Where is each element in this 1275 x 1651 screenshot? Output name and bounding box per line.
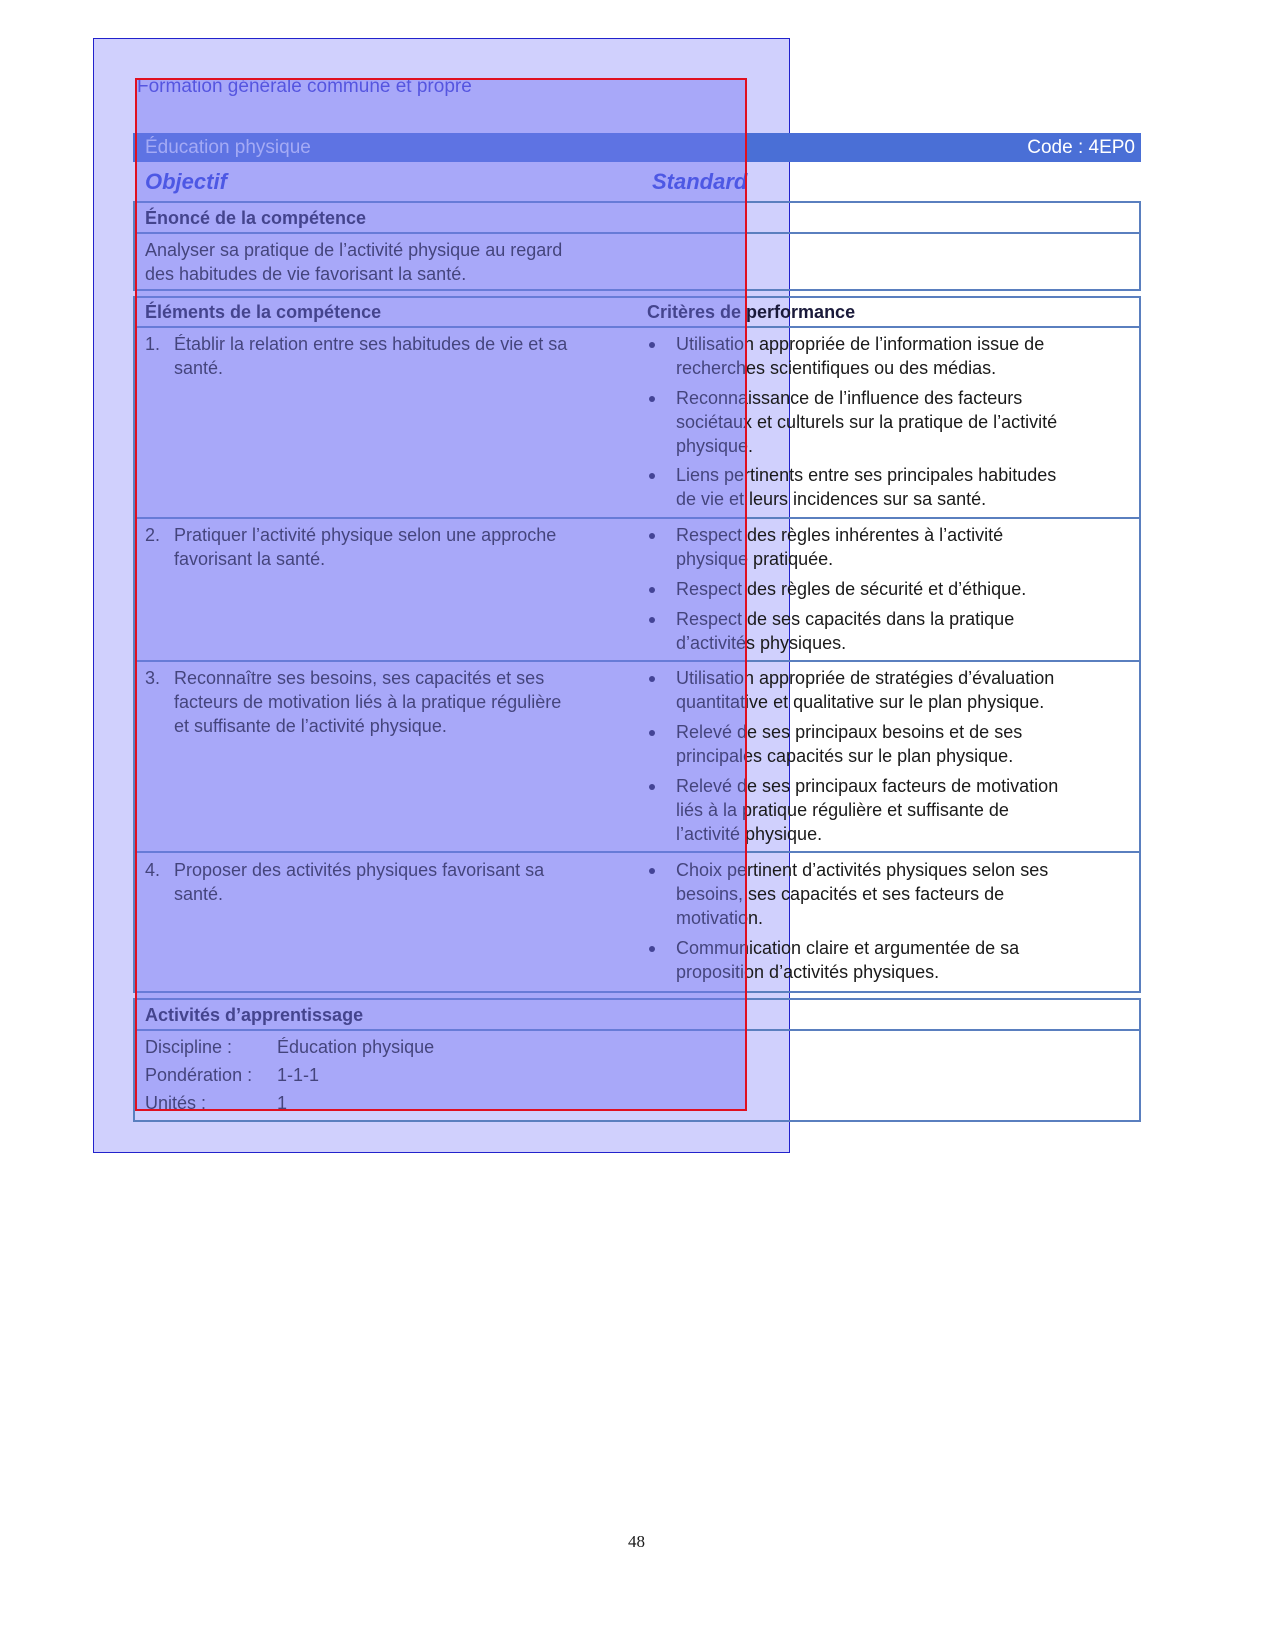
criterion-text: sociétaux et culturels sur la pratique de l’activité	[676, 412, 1058, 432]
criterion-text: Reconnaissance de l’influence des facteurs	[676, 388, 1023, 408]
enonce-line-2: des habitudes de vie favorisant la santé.	[145, 264, 467, 284]
enonce-line-1: Analyser sa pratique de l’activité physique au regard	[145, 240, 563, 260]
criterion-text: Relevé de ses principaux besoins et de ses	[676, 722, 1023, 742]
section-header-title: Formation générale commune et propre	[137, 76, 472, 97]
objectif-heading: Objectif	[145, 169, 227, 194]
element-text: Établir la relation entre ses habitudes de vie et sa	[174, 334, 568, 354]
criterion-text: Respect des règles de sécurité et d’éthique.	[676, 579, 1027, 599]
criterion-text: motivation.	[676, 908, 764, 928]
discipline-value: Éducation physique	[277, 1037, 435, 1057]
criterion-text: physique.	[676, 436, 754, 456]
criterion-text: recherches scientifiques ou des médias.	[676, 358, 997, 378]
criterion-text: d’activités physiques.	[676, 633, 847, 653]
ponderation-value: 1-1-1	[277, 1065, 320, 1085]
element-text: santé.	[174, 358, 224, 378]
course-name: Éducation physique	[145, 137, 311, 158]
criterion-text: proposition d’activités physiques.	[676, 962, 940, 982]
element-text: Pratiquer l’activité physique selon une approche	[174, 525, 557, 545]
element-number: 4.	[145, 860, 161, 880]
criterion-text: besoins, ses capacités et ses facteurs de	[676, 884, 1005, 904]
unites-label: Unités :	[145, 1093, 207, 1113]
element-number: 3.	[145, 668, 161, 688]
criterion-text: Relevé de ses principaux facteurs de motivation	[676, 776, 1059, 796]
criterion-text: Liens pertinents entre ses principales habitudes	[676, 465, 1057, 485]
col-header-criteres: Critères de performance	[647, 302, 856, 322]
criterion-text: Utilisation appropriée de l’information issue de	[676, 334, 1045, 354]
element-text: santé.	[174, 884, 224, 904]
element-text: facteurs de motivation liés à la pratique régulière	[174, 692, 562, 712]
criterion-text: Communication claire et argumentée de sa	[676, 938, 1020, 958]
course-code: Code : 4EP0	[1027, 137, 1135, 158]
criterion-text: Choix pertinent d’activités physiques selon ses	[676, 860, 1049, 880]
element-text: Reconnaître ses besoins, ses capacités et ses	[174, 668, 545, 688]
criterion-text: Utilisation appropriée de stratégies d’évaluation	[676, 668, 1055, 688]
criterion-text: de vie et leurs incidences sur sa santé.	[676, 489, 987, 509]
overlay-region-inner	[135, 78, 747, 1111]
activites-title: Activités d’apprentissage	[145, 1005, 364, 1025]
criterion-text: physique pratiquée.	[676, 549, 834, 569]
unites-value: 1	[277, 1093, 288, 1113]
criterion-text: liés à la pratique régulière et suffisante de	[676, 800, 1009, 820]
element-number: 2.	[145, 525, 161, 545]
col-header-elements: Éléments de la compétence	[145, 302, 382, 322]
page-number: 48	[628, 1532, 645, 1551]
criterion-text: Respect de ses capacités dans la pratique	[676, 609, 1015, 629]
element-text: favorisant la santé.	[174, 549, 326, 569]
criterion-text: Respect des règles inhérentes à l’activité	[676, 525, 1004, 545]
enonce-title: Énoncé de la compétence	[145, 208, 367, 228]
element-text: Proposer des activités physiques favorisant sa	[174, 860, 545, 880]
standard-heading: Standard	[652, 169, 748, 194]
discipline-label: Discipline :	[145, 1037, 233, 1057]
ponderation-label: Pondération :	[145, 1065, 253, 1085]
element-number: 1.	[145, 334, 161, 354]
element-text: et suffisante de l’activité physique.	[174, 716, 447, 736]
criterion-text: l’activité physique.	[676, 824, 823, 844]
criterion-text: principales capacités sur le plan physique.	[676, 746, 1014, 766]
criterion-text: quantitative et qualitative sur le plan physique.	[676, 692, 1045, 712]
